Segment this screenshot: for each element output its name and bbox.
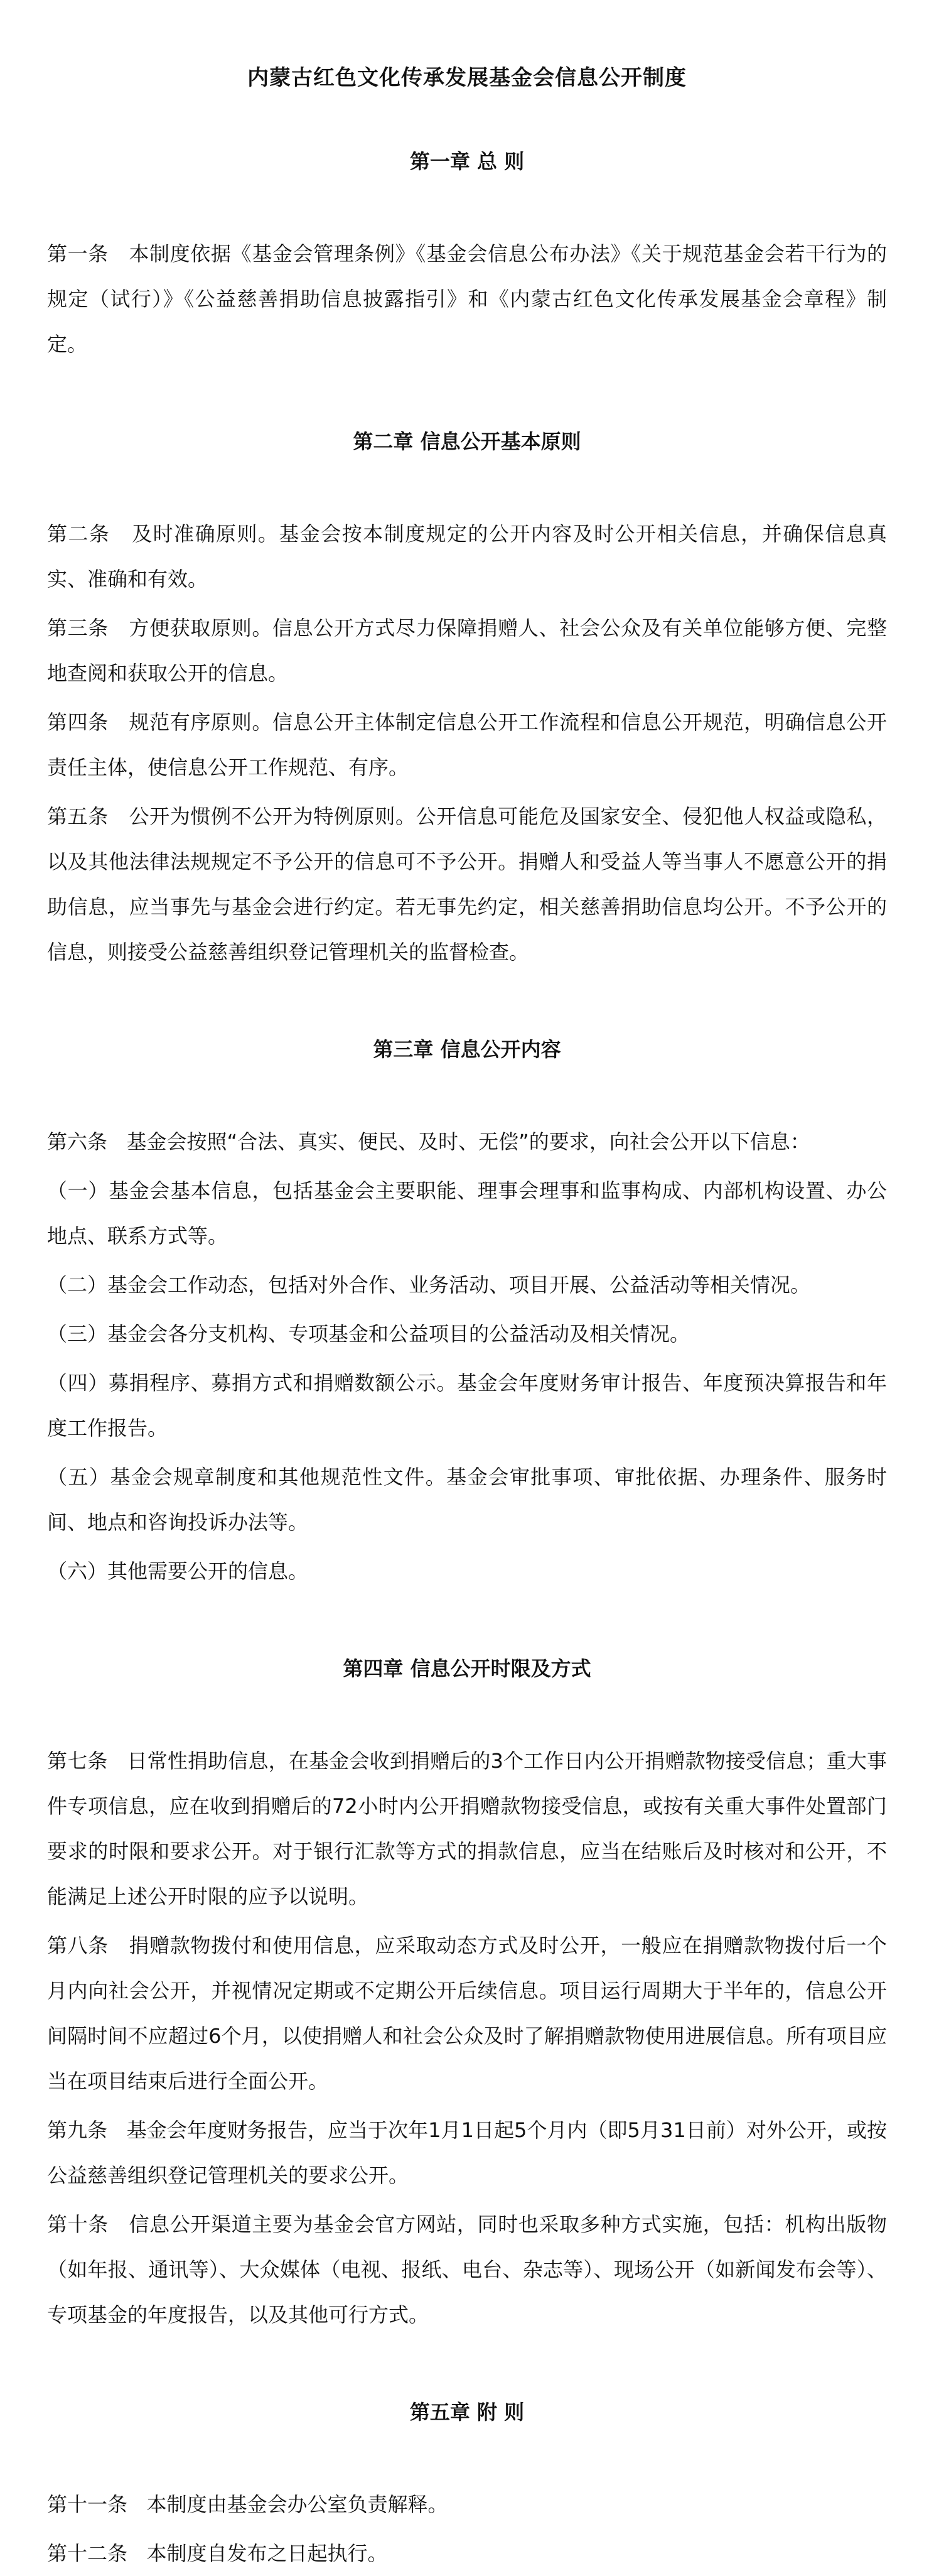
article-5 [47,794,887,975]
document-title: 内蒙古红色文化传承发展基金会信息公开制度 [247,65,687,90]
article-4 [47,700,887,790]
article-7 [47,1738,887,1919]
list-item-4: （四）募捐程序、募捐方式和捐赠数额公示。基金会年度财务审计报告、年度预决算报告和年度工作报告。 [47,1371,887,1440]
list-item-5: （五）基金会规章制度和其他规范性文件。基金会审批事项、审批依据、办理条件、服务时间、地点和咨询投诉办法等。 [47,1465,887,1534]
article-label: 第十条 [47,2212,109,2236]
article-label: 第十二条 [47,2541,128,2565]
article-text: 日常性捐助信息，在基金会收到捐赠后的3个工作日内公开捐赠款物接受信息；重大事件专项信息，应在收到捐赠后的72小时内公开捐赠款物接受信息，或按有关重大事件处置部门要求的时限和要求公开。对于银行汇款等方式的捐款信息，应当在结账后及时核对和公开，不能满足上述公开时限的应予以说明。 [47,1749,887,1908]
article-8 [47,1923,887,2104]
chapter-4-body [47,1738,887,2337]
article-11 [47,2482,887,2527]
article-text: 基金会年度财务报告，应当于次年1月1日起5个月内（即5月31日前）对外公开，或按公益慈善组织登记管理机关的要求公开。 [47,2118,887,2187]
article-6 [47,1119,887,1164]
article-text: 本制度依据《基金会管理条例》《基金会信息公布办法》《关于规范基金会若干行为的规定（试行）》《公益慈善捐助信息披露指引》和《内蒙古红色文化传承发展基金会章程》制定。 [47,242,887,356]
article-text: 信息公开渠道主要为基金会官方网站，同时也采取多种方式实施，包括：机构出版物（如年报、通讯等）、大众媒体（电视、报纸、电台、杂志等）、现场公开（如新闻发布会等）、专项基金的年度报告，以及其他可行方式。 [47,2212,887,2327]
article-1 [47,231,887,367]
article-9 [47,2108,887,2198]
chapter-5-heading: 第五章 附 则 [409,2400,525,2424]
article-label: 第五条 [47,804,109,828]
article-text: 方便获取原则。信息公开方式尽力保障捐赠人、社会公众及有关单位能够方便、完整地查阅和获取公开的信息。 [47,616,887,685]
chapter-3-heading: 第三章 信息公开内容 [373,1037,561,1061]
article-label: 第一条 [47,242,109,266]
article-label: 第十一条 [47,2492,128,2516]
list-item-6: （六）其他需要公开的信息。 [47,1559,309,1583]
article-text: 捐赠款物拨付和使用信息，应采取动态方式及时公开，一般应在捐赠款物拨付后一个月内向社会公开，并视情况定期或不定期公开后续信息。项目运行周期大于半年的，信息公开间隔时间不应超过6个月，以使捐赠人和社会公众及时了解捐赠款物使用进展信息。所有项目应当在项目结束后进行全面公开。 [47,1934,887,2093]
article-label: 第七条 [47,1749,108,1773]
article-12 [47,2531,887,2576]
article-label: 第三条 [47,616,109,640]
chapter-4-heading: 第四章 信息公开时限及方式 [343,1657,591,1680]
chapter-1-heading: 第一章 总 则 [409,149,525,173]
article-text: 规范有序原则。信息公开主体制定信息公开工作流程和信息公开规范，明确信息公开责任主体，使信息公开工作规范、有序。 [47,710,887,779]
article-text: 本制度由基金会办公室负责解释。 [146,2492,448,2516]
chapter-2-body [47,511,887,975]
list-item-2: （二）基金会工作动态，包括对外合作、业务活动、项目开展、公益活动等相关情况。 [47,1273,811,1297]
article-text: 公开为惯例不公开为特例原则。公开信息可能危及国家安全、侵犯他人权益或隐私，以及其他法律法规规定不予公开的信息可不予公开。捐赠人和受益人等当事人不愿意公开的捐助信息，应当事先与基金会进行约定。若无事先约定，相关慈善捐助信息均公开。不予公开的信息，则接受公益慈善组织登记管理机关的监督检查。 [47,804,887,964]
article-label: 第二条 [47,522,110,546]
chapter-3-body [47,1119,887,1594]
article-label: 第八条 [47,1934,109,1957]
article-text: 及时准确原则。基金会按本制度规定的公开内容及时公开相关信息，并确保信息真实、准确和有效。 [47,522,887,591]
list-item-1: （一）基金会基本信息，包括基金会主要职能、理事会理事和监事构成、内部机构设置、办公地点、联系方式等。 [47,1179,887,1248]
chapter-2-heading: 第二章 信息公开基本原则 [353,430,581,453]
article-text: 本制度自发布之日起执行。 [146,2541,388,2565]
chapter-5-body [47,2482,887,2576]
article-2 [47,511,887,602]
article-3 [47,605,887,696]
article-label: 第六条 [47,1130,108,1154]
article-label: 第四条 [47,710,109,734]
article-label: 第九条 [47,2118,108,2142]
article-10 [47,2202,887,2337]
chapter-1-body [47,231,887,367]
list-item-3: （三）基金会各分支机构、专项基金和公益项目的公益活动及相关情况。 [47,1322,690,1346]
article-text: 基金会按照“合法、真实、便民、及时、无偿”的要求，向社会公开以下信息： [126,1130,810,1154]
